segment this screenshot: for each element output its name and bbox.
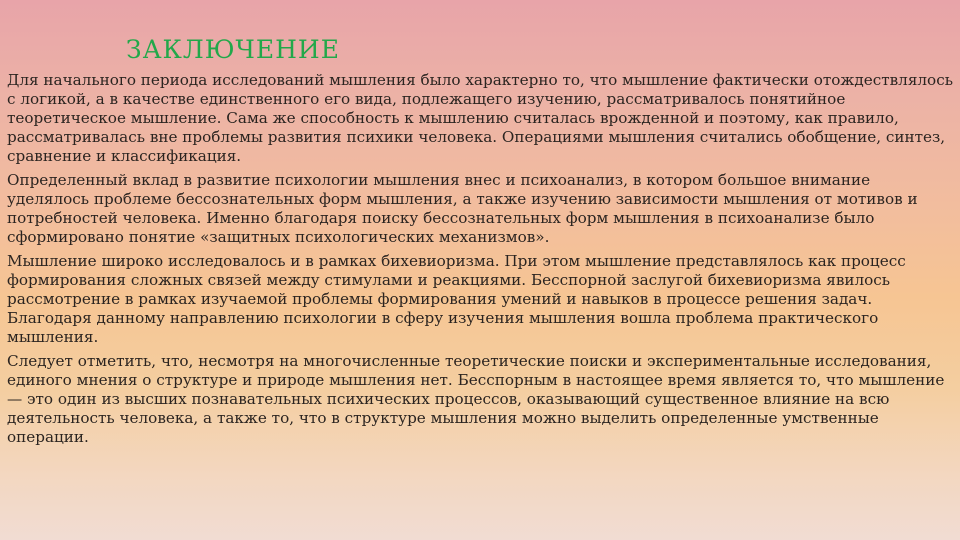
paragraph-1: Для начального периода исследований мышления было характерно то, что мышление фактически отождествлялось с логикой, а в качестве единственного его вида, подлежащего изучению, рассматривалось понятийное теоретическое мышление. Сама же способность к мышлению считалась врожденной и поэтому, как правило, рассматривалась вне проблемы развития психики человека. Операциями мышления считались обобщение, синтез, сравнение и классификация.	[7, 71, 953, 165]
slide-body	[7, 71, 953, 452]
paragraph-4: Следует отметить, что, несмотря на многочисленные теоретические поиски и экспериментальные исследования, единого мнения о структуре и природе мышления нет. Бесспорным в настоящее время является то, что мышление — это один из высших познавательных психических процессов, оказывающий существенное влияние на всю деятельность человека, а также то, что в структуре мышления можно выделить определенные умственные операции.	[7, 352, 945, 446]
slide-title: ЗАКЛЮЧЕНИЕ	[126, 35, 340, 64]
paragraph-2: Определенный вклад в развитие психологии мышления внес и психоанализ, в котором большое внимание уделялось проблеме бессознательных форм мышления, а также изучению зависимости мышления от мотивов и потребностей человека. Именно благодаря поиску бессознательных форм мышления в психоанализе было сформировано понятие «защитных психологических механизмов».	[7, 171, 918, 246]
paragraph-3: Мышление широко исследовалось и в рамках бихевиоризма. При этом мышление представлялось как процесс формирования сложных связей между стимулами и реакциями. Бесспорной заслугой бихевиоризма явилось рассмотрение в рамках изучаемой проблемы формирования умений и навыков в процессе решения задач. Благодаря данному направлению психологии в сферу изучения мышления вошла проблема практического мышления.	[7, 252, 906, 346]
